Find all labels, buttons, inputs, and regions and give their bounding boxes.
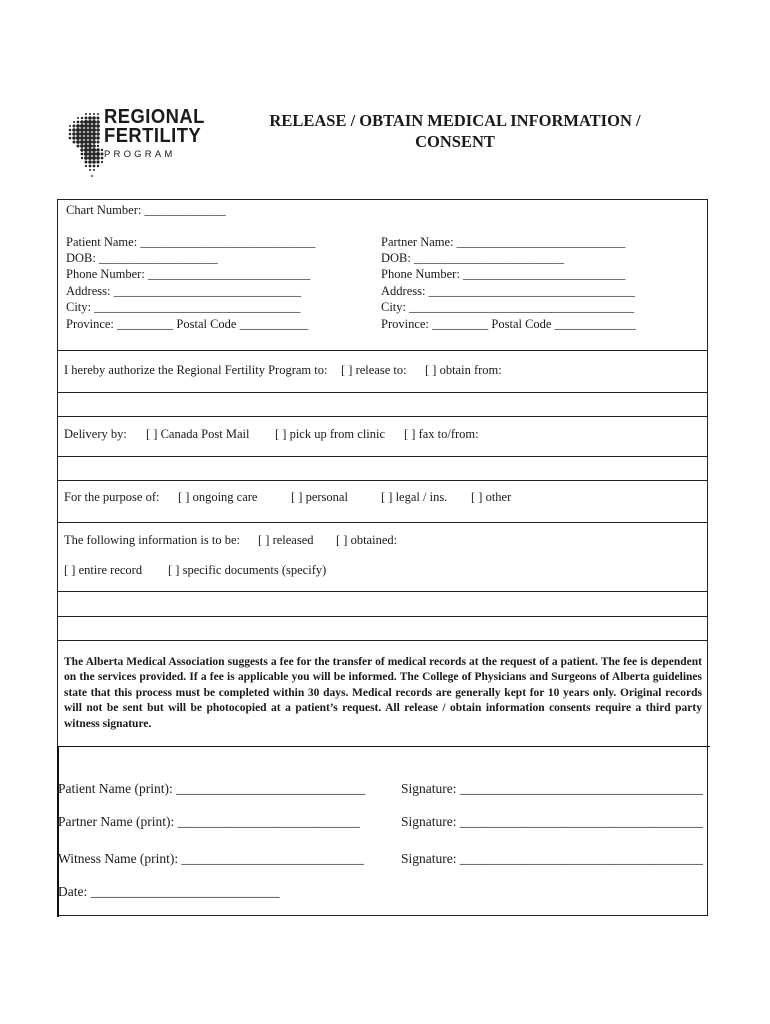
logo-wordmark — [104, 108, 214, 160]
patient-name-print-field[interactable]: Patient Name (print): ____________________________ — [58, 781, 366, 796]
canada-post-checkbox[interactable]: [ ] Canada Post Mail — [146, 427, 250, 441]
divider — [58, 522, 707, 523]
patient-signature-field[interactable]: Signature: ____________________________________ — [401, 781, 703, 796]
divider — [58, 456, 707, 457]
specific-documents-checkbox[interactable]: [ ] specific documents (specify) — [168, 563, 327, 577]
partner-phone-field[interactable]: Phone Number: __________________________ — [381, 267, 626, 281]
divider — [58, 616, 707, 617]
logo-line-program: PROGRAM — [104, 149, 176, 160]
released-checkbox[interactable]: [ ] released — [258, 533, 314, 547]
signature-section-border — [57, 746, 710, 747]
form-title-line1: RELEASE / OBTAIN MEDICAL INFORMATION / — [269, 111, 641, 130]
chart-number-field[interactable]: Chart Number: _____________ — [66, 203, 226, 217]
obtained-checkbox[interactable]: [ ] obtained: — [336, 533, 398, 547]
partner-signature-field[interactable]: Signature: ____________________________________ — [401, 814, 703, 829]
patient-province-field[interactable]: Province: _________ Postal Code ___________ — [66, 317, 309, 331]
patient-city-field[interactable]: City: _________________________________ — [66, 300, 301, 314]
delivery-label: Delivery by: — [64, 427, 127, 441]
entire-record-checkbox[interactable]: [ ] entire record — [64, 563, 143, 577]
partner-name-print-field[interactable]: Partner Name (print): ___________________________ — [58, 814, 360, 829]
witness-signature-field[interactable]: Signature: ____________________________________ — [401, 851, 703, 866]
date-field[interactable]: Date: ____________________________ — [58, 884, 280, 899]
patient-dob-field[interactable]: DOB: ___________________ — [66, 251, 218, 265]
divider — [58, 640, 707, 641]
divider — [58, 416, 707, 417]
partner-dob-field[interactable]: DOB: ________________________ — [381, 251, 564, 265]
partner-city-field[interactable]: City: ____________________________________ — [381, 300, 635, 314]
divider — [58, 591, 707, 592]
obtain-from-checkbox[interactable]: [ ] obtain from: — [425, 363, 502, 377]
ongoing-care-checkbox[interactable]: [ ] ongoing care — [178, 490, 258, 504]
partner-province-field[interactable]: Province: _________ Postal Code _____________ — [381, 317, 636, 331]
logo-line-fertility: FERTILITY — [104, 125, 202, 147]
pickup-clinic-checkbox[interactable]: [ ] pick up from clinic — [275, 427, 386, 441]
patient-address-field[interactable]: Address: ______________________________ — [66, 284, 302, 298]
form-title-line2: CONSENT — [415, 132, 495, 151]
patient-phone-field[interactable]: Phone Number: __________________________ — [66, 267, 311, 281]
information-label: The following information is to be: — [64, 533, 241, 547]
form-title — [240, 110, 670, 152]
fee-notice: The Alberta Medical Association suggests a fee for the transfer of medical records at the request of a patient. The fee is dependent on the services provided. If a fee is applicable you will be informed. The College of Physicians and Surgeons of Alberta guidelines state that this process must be completed within 30 days. Medical records are generally kept for 10 years only. Original records will not be sent but will be photocopied at a patient’s request. All release / obtain information consents require a third party witness signature. — [64, 656, 702, 730]
partner-address-field[interactable]: Address: _________________________________ — [381, 284, 635, 298]
divider — [58, 392, 707, 393]
other-checkbox[interactable]: [ ] other — [471, 490, 512, 504]
release-to-checkbox[interactable]: [ ] release to: — [341, 363, 407, 377]
divider — [58, 350, 707, 351]
logo-line-regional: REGIONAL — [104, 106, 205, 128]
consent-form — [57, 199, 708, 916]
legal-ins-checkbox[interactable]: [ ] legal / ins. — [381, 490, 448, 504]
divider — [58, 480, 707, 481]
witness-name-print-field[interactable]: Witness Name (print): ___________________________ — [58, 851, 364, 866]
personal-checkbox[interactable]: [ ] personal — [291, 490, 348, 504]
fax-checkbox[interactable]: [ ] fax to/from: — [404, 427, 479, 441]
logo-dots-icon — [64, 108, 104, 180]
patient-name-field[interactable]: Patient Name: ____________________________ — [66, 235, 316, 249]
authorize-label: I hereby authorize the Regional Fertility Program to: — [64, 363, 328, 377]
purpose-label: For the purpose of: — [64, 490, 160, 504]
partner-name-field[interactable]: Partner Name: ___________________________ — [381, 235, 626, 249]
regional-fertility-logo — [64, 108, 214, 180]
